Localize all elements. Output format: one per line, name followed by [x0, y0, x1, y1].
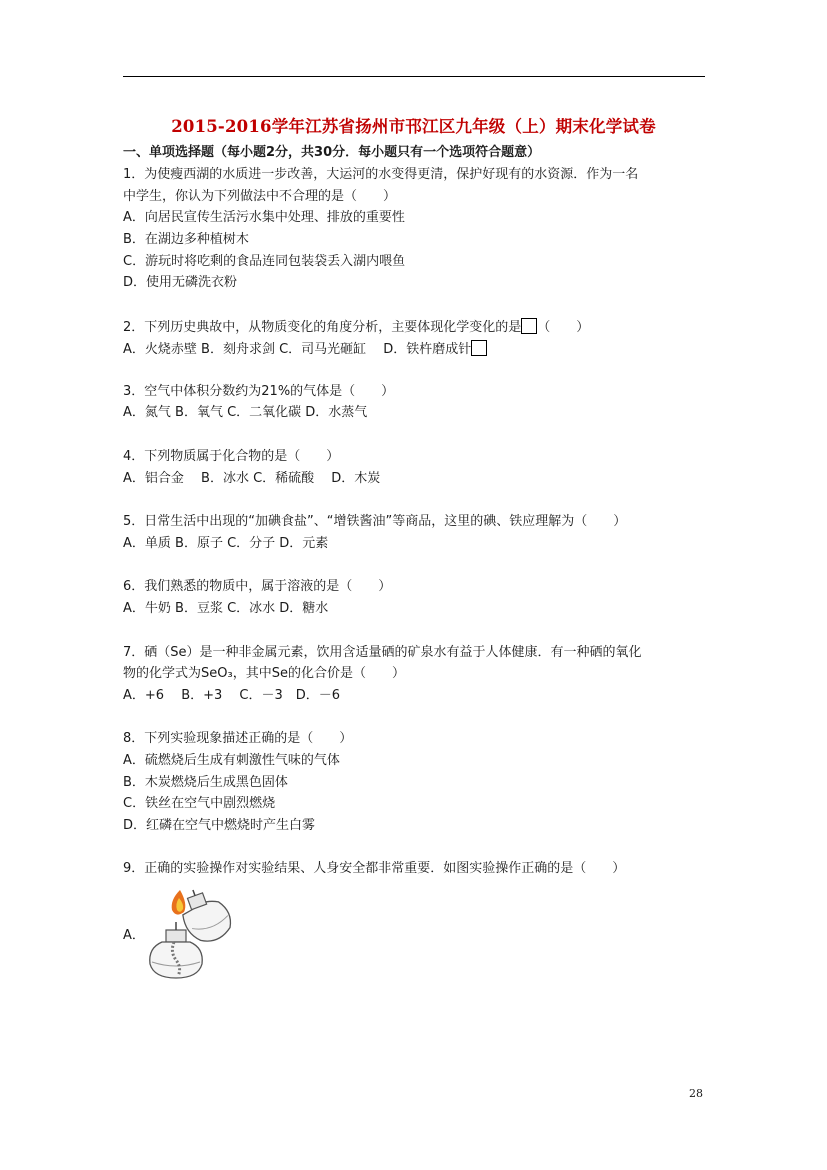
q6-stem: 6．我们熟悉的物质中，属于溶液的是（ ）: [123, 579, 392, 594]
q1-stem-line1: 1．为使瘦西湖的水质进一步改善，大运河的水变得更清，保护好现有的水资源．作为一名: [123, 167, 639, 182]
flame-icon: [172, 890, 186, 915]
q7-stem-line2: 物的化学式为SeO₃，其中Se的化合价是（ ）: [123, 666, 405, 681]
q5-stem: 5．日常生活中出现的“加碘食盐”、“增铁酱油”等商品，这里的碘、铁应理解为（ ）: [123, 514, 627, 529]
q5-options: A．单质 B．原子 C．分子 D．元素: [123, 536, 329, 551]
q7-options: A．+6 B．+3 C．－3 D．－6: [123, 688, 341, 703]
q2-stem-paren: （ ）: [537, 320, 590, 335]
q8-option-a: A．硫燃烧后生成有刺激性气味的气体: [123, 753, 340, 768]
q9-option-a-label: A．: [123, 928, 145, 943]
page-number: 28: [689, 1087, 703, 1100]
q4-stem: 4．下列物质属于化合物的是（ ）: [123, 449, 340, 464]
q1-option-d: D．使用无磷洗衣粉: [123, 275, 238, 290]
section-heading: 一、单项选择题（每小题2分，共30分．每小题只有一个选项符合题意）: [123, 145, 541, 160]
page-title: 2015-2016学年江苏省扬州市邗江区九年级（上）期末化学试卷: [171, 117, 656, 136]
q6-options: A．牛奶 B．豆浆 C．冰水 D．糖水: [123, 601, 329, 616]
header-rule: [123, 76, 705, 77]
q9-stem: 9．正确的实验操作对实验结果、人身安全都非常重要．如图实验操作正确的是（ ）: [123, 861, 626, 876]
q1-option-b: B．在湖边多种植树木: [123, 232, 249, 247]
q3-options: A．氮气 B．氧气 C．二氧化碳 D．水蒸气: [123, 405, 368, 420]
q2-stem-text: 2．下列历史典故中，从物质变化的角度分析，主要体现化学变化的是: [123, 320, 522, 335]
q8-option-d: D．红磷在空气中燃烧时产生白雾: [123, 818, 316, 833]
alcohol-lamp-illustration: [140, 886, 234, 982]
q4-options: A．铝合金 B．冰水 C．稀硫酸 D．木炭: [123, 471, 381, 486]
answer-box: [471, 340, 487, 356]
q8-option-c: C．铁丝在空气中剧烈燃烧: [123, 796, 276, 811]
q3-stem: 3．空气中体积分数约为21%的气体是（ ）: [123, 384, 395, 399]
answer-box: [521, 318, 537, 334]
q1-stem-line2: 中学生，你认为下列做法中不合理的是（ ）: [123, 189, 397, 204]
q7-stem-line1: 7．硒（Se）是一种非金属元素，饮用含适量硒的矿泉水有益于人体健康．有一种硒的氧化: [123, 645, 642, 660]
q1-option-c: C．游玩时将吃剩的食品连同包装袋丢入湖内喂鱼: [123, 254, 406, 269]
q2-stem: [123, 318, 589, 336]
q8-stem: 8．下列实验现象描述正确的是（ ）: [123, 731, 353, 746]
q2-options-text: A．火烧赤壁 B．刻舟求剑 C．司马光砸缸 D．铁杵磨成针: [123, 342, 472, 357]
q1-option-a: A．向居民宣传生活污水集中处理、排放的重要性: [123, 210, 405, 225]
q8-option-b: B．木炭燃烧后生成黑色固体: [123, 775, 288, 790]
q2-options: [123, 340, 487, 358]
